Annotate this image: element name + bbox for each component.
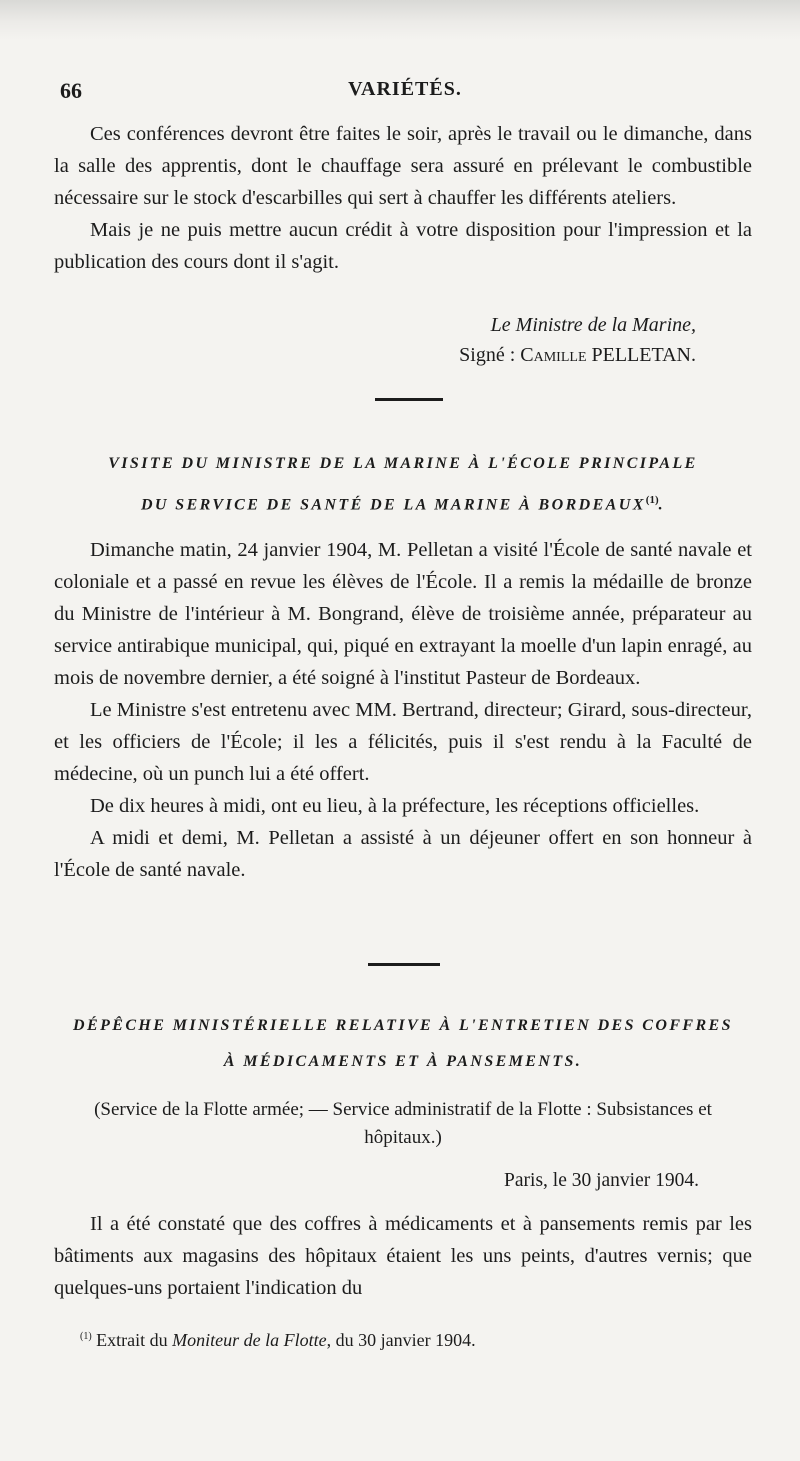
section-1-text xyxy=(54,118,752,278)
paragraph: Le Ministre s'est entretenu avec MM. Bertrand, directeur; Girard, sous-directeur, et les officiers de l'École; il les a félicités, puis il s'est rendu à la Faculté de médecine, où un punch lui a été offert. xyxy=(54,699,752,785)
signature-first-name: Camille xyxy=(520,344,587,366)
paragraph: Il a été constaté que des coffres à médicaments et à pansements remis par les bâtiments aux magasins des hôpitaux étaient les uns peints, d'autres vernis; que quelques-uns portaient l'indication du xyxy=(54,1213,752,1299)
signature-prefix: Signé : xyxy=(459,344,521,366)
page-number: 66 xyxy=(60,78,82,103)
section-3-heading xyxy=(54,1008,752,1080)
dateline: Paris, le 30 janvier 1904. xyxy=(504,1170,699,1191)
footnote-marker: (1) xyxy=(80,1331,92,1342)
signature-block xyxy=(54,310,696,370)
footnote: $^{(1)}$ Extrait du Moniteur de la Flotte, du 30 janvier 1904. xyxy=(80,1330,476,1350)
section-3-text xyxy=(54,1208,752,1304)
running-head: VARIÉTÉS. xyxy=(348,78,462,100)
scan-edge xyxy=(0,0,800,40)
section-divider xyxy=(368,963,440,966)
heading-line: DU SERVICE DE SANTÉ DE LA MARINE À BORDEAUX$^{(1)}$. xyxy=(140,494,666,514)
signature-name xyxy=(54,340,696,370)
footnote-source: Moniteur de la Flotte xyxy=(172,1330,327,1350)
heading-line: VISITE DU MINISTRE DE LA MARINE À L'ÉCOLE PRINCIPALE xyxy=(108,455,698,472)
paragraph: A midi et demi, M. Pelletan a assisté à un déjeuner offert en son honneur à l'École de santé navale. xyxy=(54,827,752,881)
paragraph: Dimanche matin, 24 janvier 1904, M. Pelletan a visité l'École de santé navale et coloniale et a passé en revue les élèves de l'École. Il a remis la médaille de bronze du Ministre de l'intérieur à M. Bongrand, élève de troisième année, préparateur au service antirabique municipal, qui, piqué en extrayant la moelle d'un lapin enragé, au mois de novembre dernier, a été soigné à l'institut Pasteur de Bordeaux. xyxy=(54,539,752,689)
paragraph: Mais je ne puis mettre aucun crédit à votre disposition pour l'impression et la publication des cours dont il s'agit. xyxy=(54,219,752,273)
heading-line: DÉPÊCHE MINISTÉRIELLE RELATIVE À L'ENTRETIEN DES COFFRES xyxy=(73,1017,733,1034)
section-2-heading xyxy=(54,446,752,523)
section-divider xyxy=(375,398,443,401)
paragraph: De dix heures à midi, ont eu lieu, à la préfecture, les réceptions officielles. xyxy=(90,795,700,817)
footnote-marker: (1) xyxy=(645,494,659,506)
signature-title: Le Ministre de la Marine, xyxy=(490,314,696,336)
signature-last-name: PELLETAN. xyxy=(586,344,696,366)
section-3-subheading: (Service de la Flotte armée; — Service administratif de la Flotte : Subsistances et hôpitaux.) xyxy=(94,1099,712,1148)
page-header xyxy=(60,78,750,110)
section-2-text xyxy=(54,534,752,886)
paragraph: Ces conférences devront être faites le soir, après le travail ou le dimanche, dans la salle des apprentis, dont le chauffage sera assuré en prélevant le combustible nécessaire sur le stock d'escarbilles qui sert à chauffer les différents ateliers. xyxy=(54,123,752,209)
heading-line: À MÉDICAMENTS ET À PANSEMENTS. xyxy=(223,1053,583,1070)
